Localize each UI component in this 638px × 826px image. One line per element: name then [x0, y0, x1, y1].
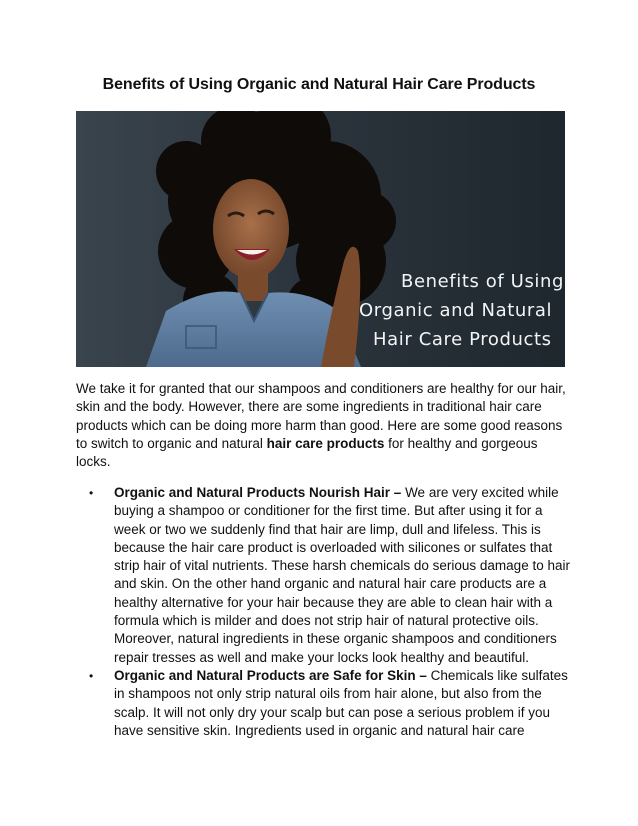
hair-care-products-link[interactable]: hair care products	[266, 435, 385, 451]
intro-text-end: for healthy and gorgeous locks.	[76, 435, 538, 470]
page-title: Benefits of Using Organic and Natural Hair Care Products	[102, 76, 536, 93]
bullet-icon: •	[89, 486, 94, 500]
list-item	[76, 484, 571, 667]
benefits-list	[76, 484, 571, 740]
intro-text: We take it for granted that our shampoos and conditioners are healthy for our hair, skin and the body. However, there are some ingredients in traditional hair care products which can be doing more harm than good. Here are some good reasons to switch to organic and natural	[76, 381, 566, 451]
bullet-icon: •	[89, 668, 94, 683]
list-item-body: Chemicals like sulfates in shampoos not only strip natural oils from hair alone, but also from the scalp. It will not only dry your scalp but can pose a serious problem if you have sensitive skin. Ingredients used in organic and natural hair care	[114, 667, 568, 738]
face	[213, 179, 289, 279]
list-item	[76, 667, 571, 740]
list-item-body: We are very excited while buying a shampoo or conditioner for the first time. But after using it for a week or two we suddenly find that hair are limp, dull and lifeless. This is because the hair care product is overloaded with silicones or sulfates that strip hair of vital nutrients. These harsh chemicals do serious damage to hair and skin. On the other hand organic and natural hair care products are a healthy alternative for your hair because they are able to clean hair with a formula which is milder and does not strip hair of natural protective oils. Moreover, natural ingredients in these organic shampoos and conditioners repair tresses as well and make your locks look healthy and beautiful.	[114, 485, 570, 665]
banner-line: Hair Care Products	[373, 329, 552, 350]
banner-line: Benefits of Using	[401, 271, 565, 292]
list-item-heading: Organic and Natural Products are Safe for Skin –	[114, 667, 427, 683]
hero-image	[76, 111, 565, 367]
hero-illustration	[76, 111, 565, 367]
list-item-heading: Organic and Natural Products Nourish Hair –	[114, 485, 402, 500]
banner-line: Organic and Natural	[359, 300, 553, 321]
intro-paragraph	[76, 380, 566, 471]
